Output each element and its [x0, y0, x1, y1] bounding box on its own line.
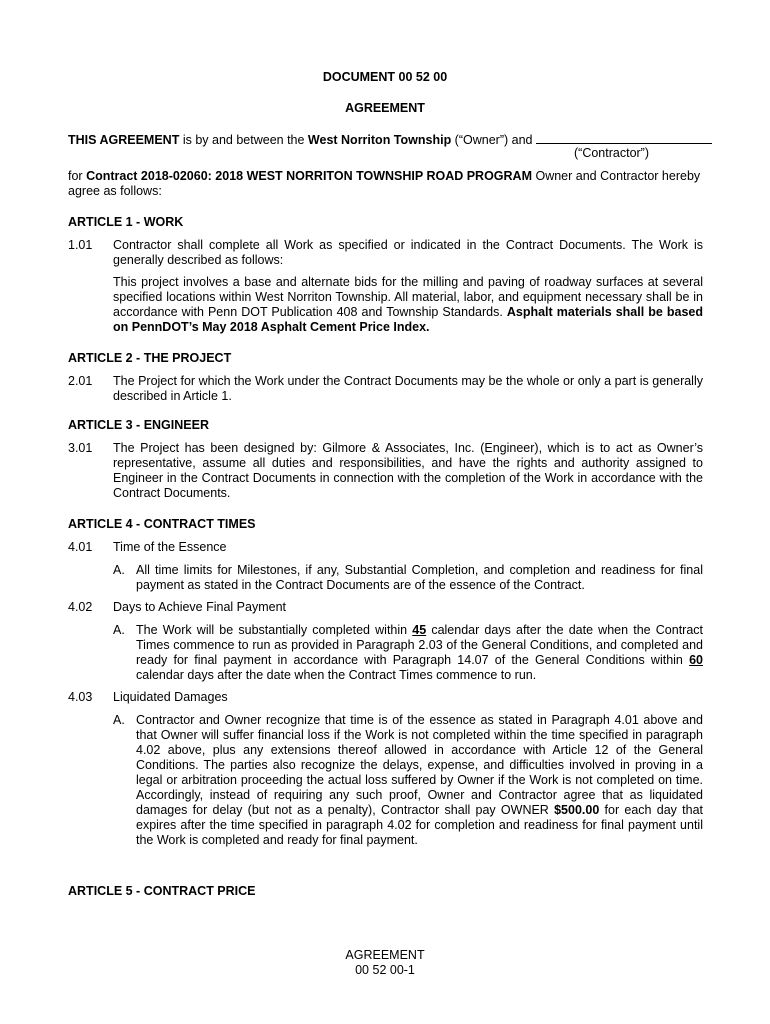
section-4-01-a-letter: A. [113, 563, 125, 577]
section-3-01-number: 3.01 [68, 441, 93, 455]
contractor-label: (“Contractor”) [574, 146, 650, 160]
article-5-heading: ARTICLE 5 - CONTRACT PRICE [68, 884, 256, 898]
section-4-03-a-part2: for each day that expires after the time specified in paragraph 4.02 for completion and readiness for final payment until the Work is completed and ready for final payment. [136, 803, 703, 847]
section-1-01-text: Contractor shall complete all Work as specified or indicated in the Contract Documents. The Work is generally described as follows: [113, 238, 703, 267]
section-1-01-number: 1.01 [68, 238, 93, 252]
section-4-01-title: Time of the Essence [113, 540, 227, 554]
article-1-heading: ARTICLE 1 - WORK [68, 215, 184, 229]
section-4-02-a-letter: A. [113, 623, 125, 637]
section-4-03-a-part1: Contractor and Owner recognize that time is of the essence as stated in Paragraph 4.01 above and that Owner will suffer financial loss if the Work is not completed within the time specified in paragraph 4.02 above, plus any extensions thereof allowed in accordance with Article 12 of the General Conditions. The parties also recognize the delays, expense, and difficulties involved in proving in a legal or arbitration proceeding the actual loss suffered by Owner if the Work is not completed on time. Accordingly, instead of requiring any such proof, Owner and Contractor agree that as liquidated damages for delay (but not as a penalty), Contractor shall pay OWNER [136, 713, 703, 817]
article-3-heading: ARTICLE 3 - ENGINEER [68, 418, 209, 432]
section-2-01-number: 2.01 [68, 374, 93, 388]
intro-text: is by and between the [179, 133, 308, 147]
contract-line [68, 169, 708, 184]
owner-name: West Norriton Township [307, 133, 452, 147]
section-4-02-number: 4.02 [68, 600, 93, 614]
section-4-03-a-text [136, 713, 703, 848]
section-4-03-title: Liquidated Damages [113, 690, 228, 704]
liquidated-damages-amount: $500.00 [554, 803, 600, 817]
contract-for: for [68, 169, 87, 183]
section-4-03-a-letter: A. [113, 713, 125, 727]
intro-owner-text: (“Owner”) and [451, 133, 536, 147]
section-3-01-text: The Project has been designed by: Gilmore & Associates, Inc. (Engineer), which is to act as Owner’s representative, assume all duties and responsibilities, and have the rights and authority assigned to Engineer in the Contract Documents in connection with the completion of the Work in accordance with the Contract Documents. [113, 441, 703, 500]
contract-agree-text: Owner and Contractor hereby [532, 169, 701, 183]
section-4-01-number: 4.01 [68, 540, 93, 554]
article-4-heading: ARTICLE 4 - CONTRACT TIMES [68, 517, 256, 531]
section-4-03-number: 4.03 [68, 690, 93, 704]
substantial-completion-days: 45 [412, 623, 427, 637]
intro-agreement-label: THIS AGREEMENT [68, 133, 180, 147]
asphalt-note: Asphalt materials shall be based on PennDOT’s May 2018 Asphalt Cement Price Index. [113, 305, 703, 334]
section-4-01-a-text: All time limits for Milestones, if any, Substantial Completion, and completion and readiness for final payment as stated in the Contract Documents are of the essence of the Contract. [136, 563, 703, 592]
article-2-heading: ARTICLE 2 - THE PROJECT [68, 351, 232, 365]
section-4-02-title: Days to Achieve Final Payment [113, 600, 286, 614]
section-4-02-a-text [136, 623, 703, 683]
footer-page-number: 00 52 00-1 [355, 963, 415, 977]
section-2-01-text: The Project for which the Work under the Contract Documents may be the whole or only a part is generally described in Article 1. [113, 374, 703, 403]
footer-title: AGREEMENT [345, 948, 425, 962]
section-4-02-a-part3: calendar days after the date when the Contract Times commence to run. [136, 668, 537, 682]
project-description-text: This project involves a base and alternate bids for the milling and paving of roadway surfaces at several specified locations within West Norriton Township. All material, labor, and equipment necessary shall be in accordance with Penn DOT Publication 408 and Township Standards. [113, 275, 703, 319]
section-4-02-a-part1: The Work will be substantially completed within [136, 623, 413, 637]
contractor-name-blank[interactable] [536, 131, 712, 144]
contract-line-2: agree as follows: [68, 184, 162, 198]
document-title: AGREEMENT [345, 101, 425, 115]
final-payment-days: 60 [689, 653, 703, 667]
project-description [113, 275, 703, 335]
contract-title: Contract 2018-02060: 2018 WEST NORRITON TOWNSHIP ROAD PROGRAM [86, 169, 532, 183]
section-4-02-a-part2: calendar days after the date when the Contract Times commence to run as provided in Paragraph 2.03 of the General Conditions, and completed and ready for final payment in accordance with Paragraph 14.07 of the General Conditions within [136, 623, 704, 667]
document-number: DOCUMENT 00 52 00 [322, 70, 448, 84]
